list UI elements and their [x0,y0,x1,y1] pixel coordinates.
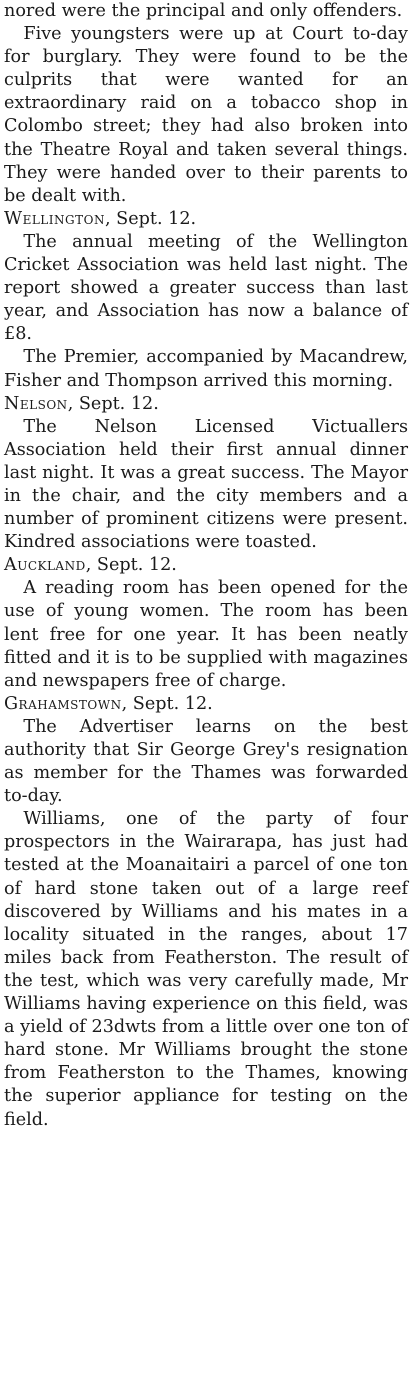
dateline-place: Nelson [4,393,68,414]
paragraph-offenders-end: nored were the principal and only offenders. [4,1,403,21]
paragraph-premier-arrival: The Premier, accompanied by Macandrew, Fisher and Thompson arrived this morning. [4,347,408,391]
paragraph-wairarapa-prospectors: Williams, one of the party of four prospectors in the Wairarapa, has just had tested at the Moanaitairi a parcel of one ton of hard stone taken out of a large reef discovered by Williams and his mates in a locality situated in the ranges, about 17 miles back from Featherston. The result of the test, which was very carefully made, Mr Williams having experience on this field, was a yield of 23dwts from a little over one ton of hard stone. Mr Williams brought the stone from Featherston to the Thames, knowing the superior appliance for testing on the field. [4,809,408,1130]
dateline-grahamstown: Grahamstown, Sept. 12. [4,693,213,714]
dateline-place: Wellington [4,208,105,229]
paragraph-reading-room: A reading room has been opened for the use of young women. The room has been lent free for one year. It has been neatly fitted and it is to be supplied with magazines and newspapers free of charge. [4,578,408,691]
dateline-date: Sept. 12. [116,208,197,229]
paragraph-victuallers-dinner: The Nelson Licensed Victuallers Association held their first annual dinner last night. It was a great success. The Mayor in the chair, and the city members and a number of prominent citizens were present. Kindred associations were toasted. [4,416,408,553]
dateline-auckland: Auckland, Sept. 12. [4,555,177,576]
dateline-place: Auckland [4,555,86,576]
paragraph-burglary: Five youngsters were up at Court to-day for burglary. They were found to be the culprits that were wanted for an extraordinary raid on a tobacco shop in Colombo street; they had also broken into the Theatre Royal and taken several things. They were handed over to their parents to be dealt with. [4,24,408,206]
dateline-wellington: Wellington, Sept. 12. [4,208,197,229]
dateline-date: Sept. 12. [96,555,177,576]
paragraph-grey-resignation: The Advertiser learns on the best authority that Sir George Grey's resignation as member for the Thames was forwarded to-day. [4,716,408,807]
dateline-date: Sept. 12. [132,693,213,714]
paragraph-cricket-association: The annual meeting of the Wellington Cricket Association was held last night. The report showed a greater success than last year, and Association has now a balance of £8. [4,231,408,345]
dateline-place: Grahamstown [4,693,122,714]
dateline-nelson: Nelson, Sept. 12. [4,393,159,414]
dateline-date: Sept. 12. [78,393,159,414]
